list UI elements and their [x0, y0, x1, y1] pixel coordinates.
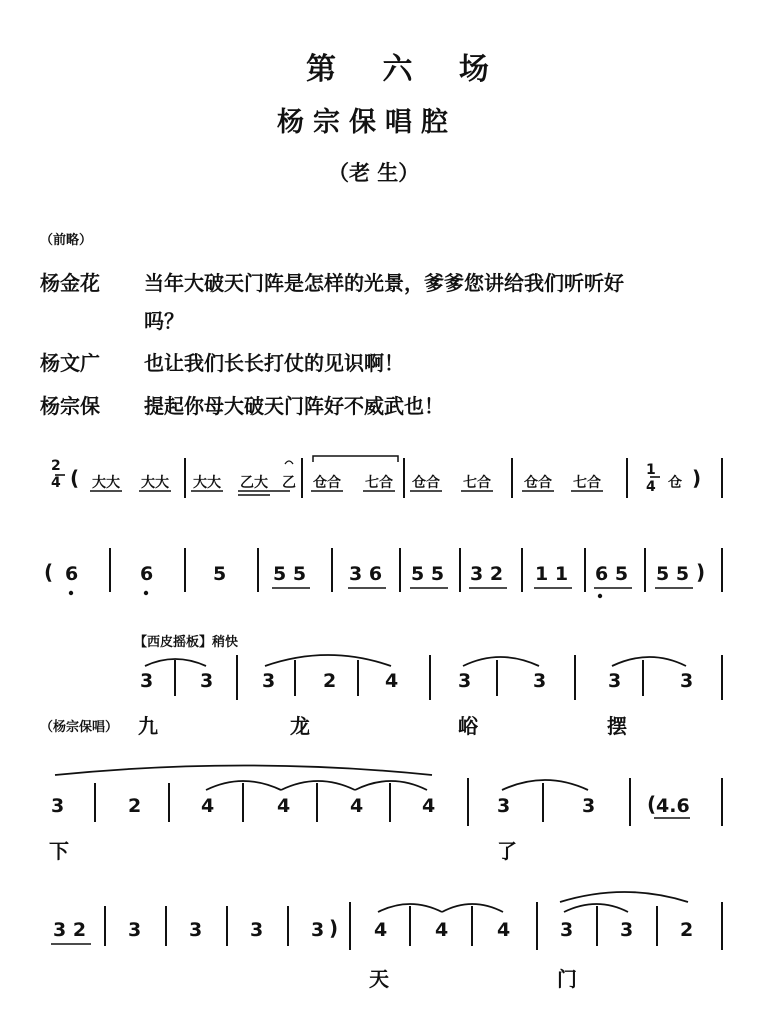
intro-note: 6 5 [595, 563, 629, 585]
aria-mode-label: 【西皮摇板】稍快 [134, 635, 239, 650]
melody-note: 4 [350, 795, 364, 817]
melody-note: 3 [262, 670, 276, 692]
melody-note: 3 [128, 919, 142, 941]
intro-note: 5 5 [273, 563, 307, 585]
aria-title: 杨宗保唱腔 [277, 107, 457, 138]
time-signature-denominator: 4 [51, 475, 61, 491]
slurs [145, 655, 686, 666]
melody-note: 3 [311, 919, 325, 941]
close-paren: ) [692, 466, 702, 490]
close-paren: ) [696, 560, 706, 584]
bar-lines [175, 655, 722, 700]
melody-note: 4 [374, 919, 388, 941]
bar-lines [110, 548, 722, 592]
intro-note: 3 2 [470, 563, 504, 585]
dialogue-line: 当年大破天门阵是怎样的光景，爹爹您讲给我们听听好 [144, 271, 624, 295]
lyric: 下 [49, 839, 69, 863]
melody-note: 2 [128, 795, 142, 817]
speaker-name: 杨宗保 [40, 394, 100, 418]
melody-note: 4 [422, 795, 436, 817]
melody-note: 3 [560, 919, 574, 941]
close-paren: ) [329, 916, 339, 940]
melody-note: 2 [680, 919, 694, 941]
lyric: 摆 [607, 714, 627, 738]
open-paren: ( [70, 466, 80, 490]
bar-lines [185, 458, 722, 498]
intro-note: 5 5 [411, 563, 445, 585]
melody-note: 3 [250, 919, 264, 941]
lyric: 了 [497, 839, 517, 863]
percussion-note: 仓合 [412, 475, 440, 491]
melody-note: 3 [189, 919, 203, 941]
slurs [378, 892, 688, 912]
intro-note: 6 [140, 563, 154, 585]
dialogue-line-continued: 吗？ [144, 309, 184, 333]
time-signature-numerator: 1 [646, 462, 656, 478]
beat-underlines [55, 475, 660, 495]
omitted-note: （前略） [40, 233, 93, 248]
speaker-name: 杨文广 [40, 351, 100, 375]
melody-note: 3 [200, 670, 214, 692]
melody-note: 3 [620, 919, 634, 941]
melody-note: 4 [201, 795, 215, 817]
singer-label: （杨宗保唱） [40, 720, 119, 735]
melody-note: 2 [323, 670, 337, 692]
slurs [55, 766, 588, 791]
percussion-note: 乙大 [240, 475, 268, 491]
intro-note: 5 [213, 563, 227, 585]
melody-note: 3 [608, 670, 622, 692]
melody-note: 4 [435, 919, 449, 941]
melody-note: 3 [680, 670, 694, 692]
melody-note: 3 [497, 795, 511, 817]
open-paren: ( [647, 792, 657, 816]
dialogue-line: 也让我们长长打仗的见识啊！ [144, 351, 404, 375]
lyric: 门 [557, 967, 577, 991]
percussion-note: 七合 [573, 475, 601, 491]
melody-note: 3 [140, 670, 154, 692]
bracket [313, 456, 398, 462]
intro-note: 1 1 [535, 563, 569, 585]
percussion-note: 仓合 [524, 475, 552, 491]
melody-note: 3 [458, 670, 472, 692]
time-signature-denominator: 4 [646, 479, 656, 495]
melody-note: 3 [533, 670, 547, 692]
lyric: 峪 [458, 714, 478, 738]
intro-note: 5 5 [656, 563, 690, 585]
melody-note: 3 [51, 795, 65, 817]
percussion-note: 仓合 [313, 475, 341, 491]
scene-title: 第 六 场 [306, 52, 507, 87]
dialogue-line: 提起你母大破天门阵好不威武也！ [144, 394, 444, 418]
melody-note: 4 [385, 670, 399, 692]
percussion-note: 大大 [92, 475, 120, 491]
intro-note: 3 6 [349, 563, 383, 585]
fermata [285, 461, 293, 464]
percussion-note: 大大 [193, 475, 221, 491]
intro-note: 6 [65, 563, 79, 585]
melody-note: 4 [497, 919, 511, 941]
melody-note: 4 [277, 795, 291, 817]
bar-lines [95, 778, 722, 826]
melody-note: 3 [582, 795, 596, 817]
lyric: 九 [138, 714, 158, 738]
percussion-note: 七合 [463, 475, 491, 491]
percussion-note: 七合 [365, 475, 393, 491]
melody-note: 3 2 [53, 919, 87, 941]
role-type: （老 生） [328, 161, 420, 185]
time-signature-numerator: 2 [51, 458, 61, 474]
lyric: 龙 [290, 714, 310, 738]
bar-lines [105, 902, 722, 950]
percussion-note: 大大 [141, 475, 169, 491]
percussion-note: 乙 [282, 475, 296, 491]
melody-note: 4.6 [656, 795, 690, 817]
percussion-note: 仓 [668, 475, 682, 491]
speaker-name: 杨金花 [40, 271, 100, 295]
open-paren: ( [44, 560, 54, 584]
lyric: 天 [369, 967, 389, 991]
